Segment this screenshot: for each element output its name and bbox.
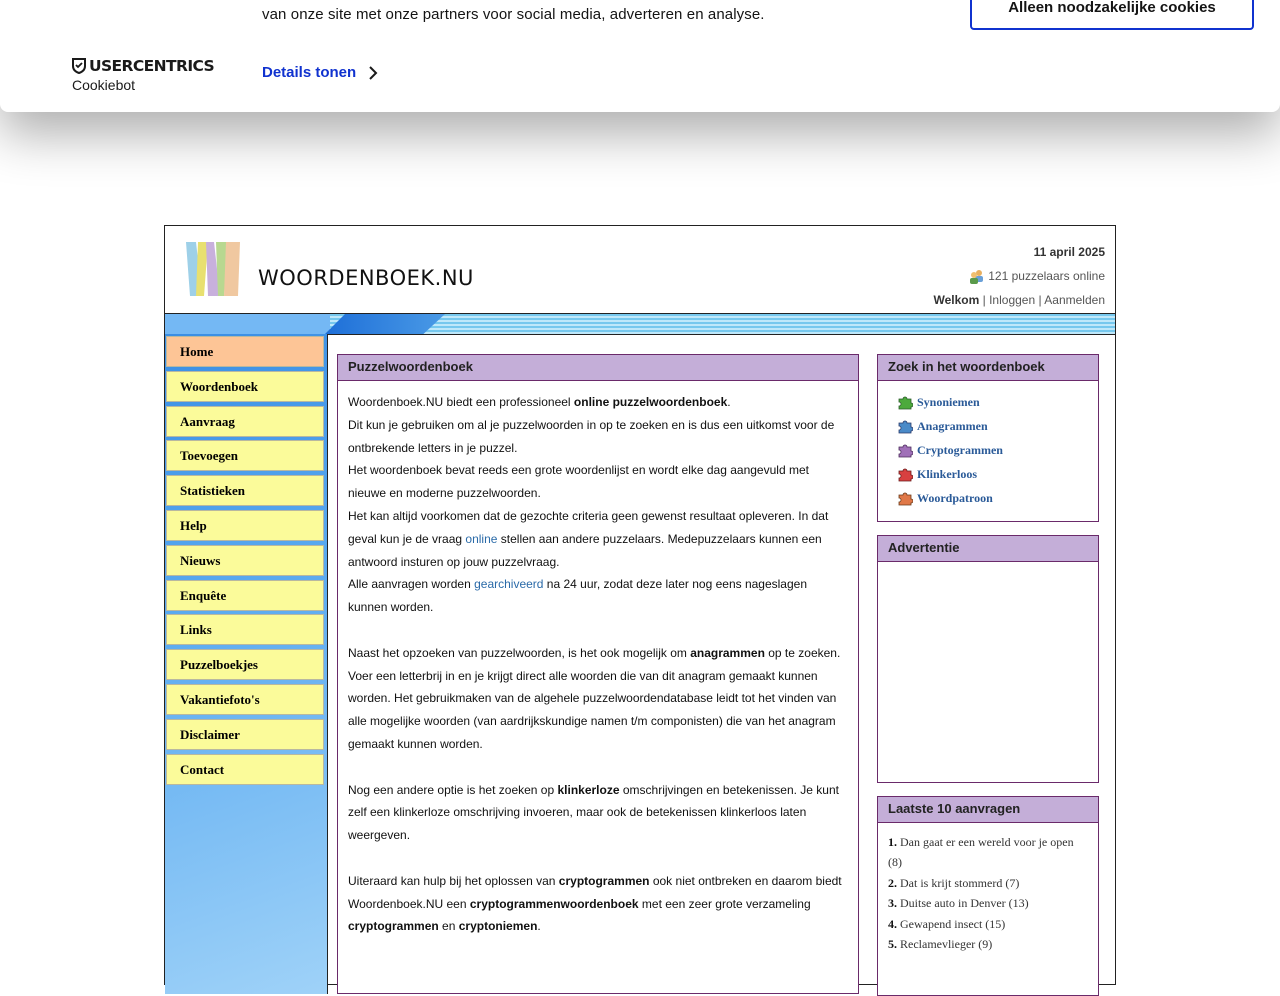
item-text: Dan gaat er een wereld voor je open (8) (888, 835, 1074, 870)
item-text: Gewapend insect (15) (900, 916, 1006, 931)
text: op te zoeken. Voer een letterbrij in en je krijgt direct alle woorden die van dit anagram gemaakt kunnen worden. Het gebruikmaken van de algehele puzzelwoordendatabase leidt tot het vinden van alle mogelijke woorden (van aardrijkskundige namen t/m componisten) die van het anagram gemaakt kunnen worden. (348, 645, 841, 751)
anagrammen-link[interactable] (898, 414, 1098, 438)
link-label: Synoniemen (917, 394, 980, 409)
menu-item-links[interactable]: Links (166, 614, 324, 645)
item-number: 3. (888, 896, 897, 911)
item-text: Reclamevlieger (9) (900, 937, 993, 952)
paragraph: Het woordenboek bevat reeds een grote woordenlijst en wordt elke dag aangevuld met nieuwe en moderne puzzelwoorden. (348, 463, 809, 501)
text: na 24 uur, zodat deze later nog eens nageslagen kunnen worden. (348, 577, 808, 615)
cookiebot-logo (72, 57, 214, 93)
menu-item-statistieken[interactable]: Statistieken (166, 475, 324, 506)
text: en (438, 919, 459, 934)
list-item[interactable] (888, 934, 1088, 954)
puzzle-icon (898, 467, 913, 482)
main-panel (337, 354, 859, 994)
woordpatroon-link[interactable] (898, 486, 1098, 510)
menu-item-toevoegen[interactable]: Toevoegen (166, 440, 324, 471)
chevron-right-icon (368, 66, 378, 80)
advertisement-panel (877, 535, 1099, 783)
menu-item-aanvraag[interactable]: Aanvraag (166, 406, 324, 437)
text-bold: cryptoniemen (458, 919, 538, 934)
text-bold: klinkerloze (557, 782, 620, 797)
text: Nog een andere optie is het zoeken op (348, 782, 558, 797)
text: Het kan altijd voorkomen dat de gezochte criteria geen gewenst resultaat opleveren. In dat geval kun je de vraag (348, 508, 829, 546)
menu-item-help[interactable]: Help (166, 510, 324, 541)
login-link[interactable]: Inloggen (989, 293, 1036, 307)
logo-icon (184, 240, 242, 298)
link-label: Klinkerloos (917, 466, 978, 481)
welcome-text: Welkom (933, 293, 980, 307)
menu-item-disclaimer[interactable]: Disclaimer (166, 719, 324, 750)
text-bold: cryptogrammenwoordenboek (469, 896, 639, 911)
bar-left (165, 314, 330, 334)
paragraph (348, 573, 848, 619)
klinkerloos-link[interactable] (898, 462, 1098, 486)
header (165, 226, 1115, 314)
current-date: 11 april 2025 (1033, 245, 1105, 259)
text: met een zeer grote verzameling (638, 896, 811, 911)
text: stellen aan andere puzzelaars. Medepuzzelaars kunnen een antwoord insturen op jouw puzzelvraag. (348, 531, 822, 569)
cryptogrammen-link[interactable] (898, 438, 1098, 462)
synoniemen-link[interactable] (898, 390, 1098, 414)
menu-item-vakantiefotos[interactable]: Vakantiefoto's (166, 684, 324, 715)
text-bold: cryptogrammen (558, 873, 650, 888)
text-bold: anagrammen (690, 645, 765, 660)
search-panel (877, 354, 1099, 522)
text-bold: online puzzelwoordenboek (573, 395, 728, 409)
users-icon (968, 269, 985, 284)
text: . (727, 395, 731, 409)
details-label: Details tonen (262, 64, 357, 81)
text: Alle aanvragen worden (348, 577, 475, 592)
brand-name: USERCENTRICS (89, 57, 215, 75)
item-number: 2. (888, 875, 897, 890)
archived-link[interactable]: gearchiveerd (474, 577, 544, 592)
item-text: Dat is krijt stommerd (7) (900, 875, 1020, 890)
header-info (933, 240, 1105, 312)
details-link[interactable] (262, 64, 378, 81)
search-panel-title: Zoek in het woordenboek (878, 355, 1098, 381)
menu-item-woordenboek[interactable]: Woordenboek (166, 371, 324, 402)
paragraph (348, 870, 848, 938)
paragraph (348, 779, 848, 847)
menu-item-home[interactable]: Home (166, 336, 324, 367)
item-number: 4. (888, 916, 897, 931)
item-text: Duitse auto in Denver (13) (900, 896, 1029, 911)
menu-item-enquete[interactable]: Enquête (166, 580, 324, 611)
site-logo[interactable] (184, 240, 474, 298)
link-label: Woordpatroon (917, 490, 993, 505)
logo-text: WOORDENBOEK.NU (258, 266, 474, 290)
necessary-cookies-button[interactable]: Alleen noodzakelijke cookies (970, 0, 1254, 30)
recent-requests-list (878, 823, 1098, 963)
list-item[interactable] (888, 832, 1088, 873)
search-links (878, 381, 1098, 510)
account-links (933, 288, 1105, 312)
paragraph (348, 505, 848, 573)
text: ook niet ontbreken en daarom biedt Woordenboek.NU een (348, 873, 842, 911)
decorative-bar (165, 313, 1115, 335)
cookie-text: van onze site met onze partners voor social media, adverteren en analyse. (262, 6, 765, 23)
link-label: Cryptogrammen (917, 442, 1003, 457)
paragraph: Dit kun je gebruiken om al je puzzelwoorden in op te zoeken en is dus een uitkomst voor de ontbrekende letters in je puzzel. (348, 417, 835, 455)
text: Naast het opzoeken van puzzelwoorden, is het ook mogelijk om (348, 645, 691, 660)
item-number: 1. (888, 835, 897, 849)
advertisement-title: Advertentie (878, 536, 1098, 562)
paragraph (348, 391, 848, 414)
main-panel-title: Puzzelwoordenboek (338, 355, 858, 381)
text: Uiteraard kan hulp bij het oplossen van (348, 873, 559, 888)
main-menu (165, 334, 328, 994)
menu-item-puzzelboekjes[interactable]: Puzzelboekjes (166, 649, 324, 680)
cookie-consent-banner (0, 0, 1280, 112)
text: omschrijvingen en betekenissen. Je kunt zelf een klinkerloze omschrijving invoeren, maar ook de betekenissen klinkerloos laten weergeven. (348, 782, 839, 843)
link-label: Anagrammen (917, 418, 988, 433)
puzzle-icon (898, 443, 913, 458)
main-text (338, 381, 858, 948)
text: . (537, 919, 541, 934)
menu-item-contact[interactable]: Contact (166, 754, 324, 785)
shield-icon (72, 58, 86, 74)
list-item[interactable] (888, 914, 1088, 934)
text-bold: cryptogrammen (348, 919, 439, 934)
separator: | (1038, 293, 1042, 307)
text: Woordenboek.NU biedt een professioneel (348, 395, 574, 409)
recent-requests-panel (877, 796, 1099, 996)
separator: | (982, 293, 986, 307)
brand-sub: Cookiebot (72, 77, 136, 93)
puzzle-icon (898, 491, 913, 506)
register-link[interactable]: Aanmelden (1044, 293, 1105, 307)
menu-item-nieuws[interactable]: Nieuws (166, 545, 324, 576)
online-text: 121 puzzelaars online (988, 269, 1105, 283)
list-item[interactable] (888, 873, 1088, 893)
puzzle-icon (898, 419, 913, 434)
item-number: 5. (888, 937, 897, 952)
bar-accent (325, 314, 445, 334)
online-link[interactable]: online (465, 531, 498, 546)
list-item[interactable] (888, 893, 1088, 913)
puzzle-icon (898, 395, 913, 410)
site-frame (164, 225, 1116, 985)
paragraph (348, 642, 848, 756)
online-count (933, 264, 1105, 288)
recent-requests-title: Laatste 10 aanvragen (878, 797, 1098, 823)
